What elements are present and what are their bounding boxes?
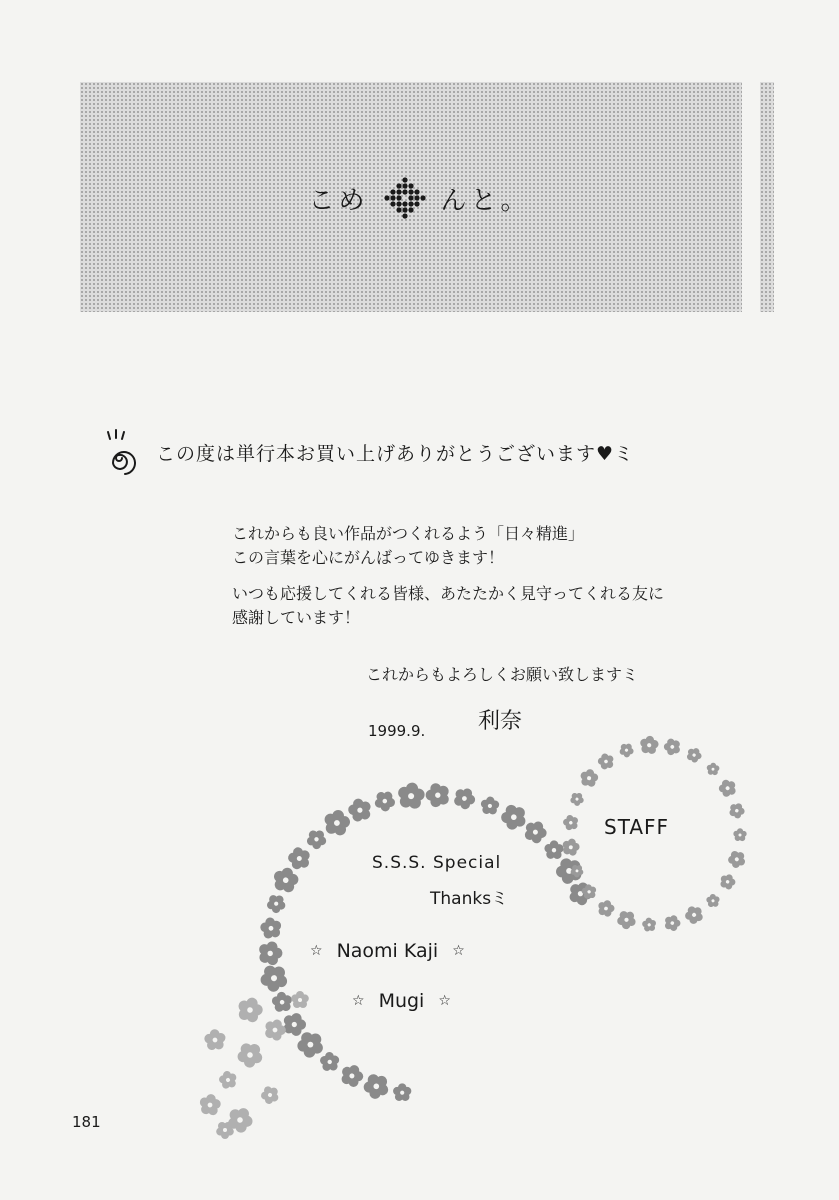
flower-trail (199, 991, 309, 1139)
flower-icon (451, 784, 479, 812)
flower-icon (733, 828, 747, 841)
flower-icon (661, 735, 684, 758)
flower-icon (614, 907, 640, 932)
flower-icon (318, 1049, 342, 1074)
thanks-name-row (352, 990, 451, 1012)
flower-icon (685, 745, 705, 764)
flower-icon (262, 1016, 289, 1042)
flower-icon (561, 837, 581, 857)
flower-icon (259, 1083, 283, 1107)
flower-icon (271, 865, 300, 894)
special-thanks-heading: S.S.S. Special (372, 853, 502, 873)
flower-icon (727, 800, 747, 820)
staff-label: STAFF (604, 815, 670, 839)
flower-icon (552, 853, 588, 889)
flower-icon (568, 790, 586, 808)
diamond-ornament-icon (383, 176, 427, 220)
star-icon: ☆ (310, 943, 323, 959)
spiral-icon (100, 428, 144, 476)
message-line: これからも良い作品がつくれるよう「日々精進」 (232, 524, 585, 543)
flower-icon (270, 989, 296, 1015)
title-left: こめ (308, 185, 369, 216)
flower-icon (718, 872, 738, 891)
flower-icon (280, 1010, 309, 1038)
flower-icon (568, 862, 586, 879)
flower-icon (422, 778, 455, 811)
greeting-text: この度は単行本お買い上げありがとうございます♥ミ (156, 442, 635, 465)
flower-icon (201, 1026, 230, 1055)
flower-icon (235, 995, 266, 1026)
flower-icon (580, 882, 599, 901)
flower-icon (258, 914, 286, 942)
signature: 利奈 (478, 709, 523, 734)
flower-icon (725, 847, 749, 871)
flower-icon (544, 840, 564, 859)
flower-icon (216, 1122, 234, 1139)
message-line: この言葉を心にがんばってゆきます！ (232, 548, 505, 567)
thanks-name: Mugi (378, 990, 425, 1012)
flower-icon (322, 808, 352, 837)
thanks-heading: Thanksミ (430, 889, 509, 909)
flower-icon (705, 892, 722, 909)
flower-icon (256, 938, 285, 967)
page-title (0, 176, 839, 220)
flower-icon (641, 916, 659, 934)
date: 1999.9. (368, 722, 426, 740)
flower-icon (291, 991, 309, 1008)
flower-icon (521, 817, 550, 846)
flower-icon (682, 902, 707, 927)
flower-icon (596, 898, 616, 918)
page-number: 181 (72, 1113, 101, 1131)
flower-icon (264, 891, 289, 916)
flower-icon (639, 735, 659, 755)
flower-icon (293, 1026, 329, 1062)
star-icon: ☆ (438, 993, 451, 1009)
flower-icon (345, 794, 376, 825)
message-body (232, 522, 664, 630)
star-icon: ☆ (452, 943, 465, 959)
flower-icon (734, 829, 747, 841)
flower-icon (617, 740, 636, 759)
flower-icon (199, 1093, 223, 1117)
flower-icon (561, 812, 581, 833)
flower-icon (579, 768, 599, 788)
flower-icon (304, 826, 330, 852)
flower-icon (227, 1106, 255, 1134)
flower-icon (596, 750, 617, 772)
flower-icon (662, 913, 682, 933)
flower-icon (360, 1069, 394, 1103)
flower-icon (233, 1037, 267, 1071)
star-icon: ☆ (352, 993, 365, 1009)
flower-icon (285, 843, 314, 873)
flower-icon (497, 800, 531, 834)
flower-icon (396, 781, 425, 810)
flower-icon (480, 796, 499, 815)
flower-icon (566, 878, 596, 907)
flower-icon (371, 787, 398, 814)
greeting (100, 428, 634, 476)
message-line: 感謝しています！ (232, 608, 361, 627)
flower-icon (706, 762, 719, 775)
flower-icon (217, 1068, 241, 1092)
thanks-name-row (310, 940, 465, 962)
thanks-name: Naomi Kaji (336, 940, 439, 962)
flower-icon (338, 1061, 366, 1089)
message-line: いつも応援してくれる皆様、あたたかく見守ってくれる友に (232, 584, 665, 603)
flower-icon (256, 959, 293, 996)
closing-line: これからもよろしくお願い致しますミ (366, 665, 639, 684)
flower-icon (716, 776, 740, 800)
flower-icon (393, 1083, 411, 1101)
title-right: んと。 (440, 185, 531, 216)
